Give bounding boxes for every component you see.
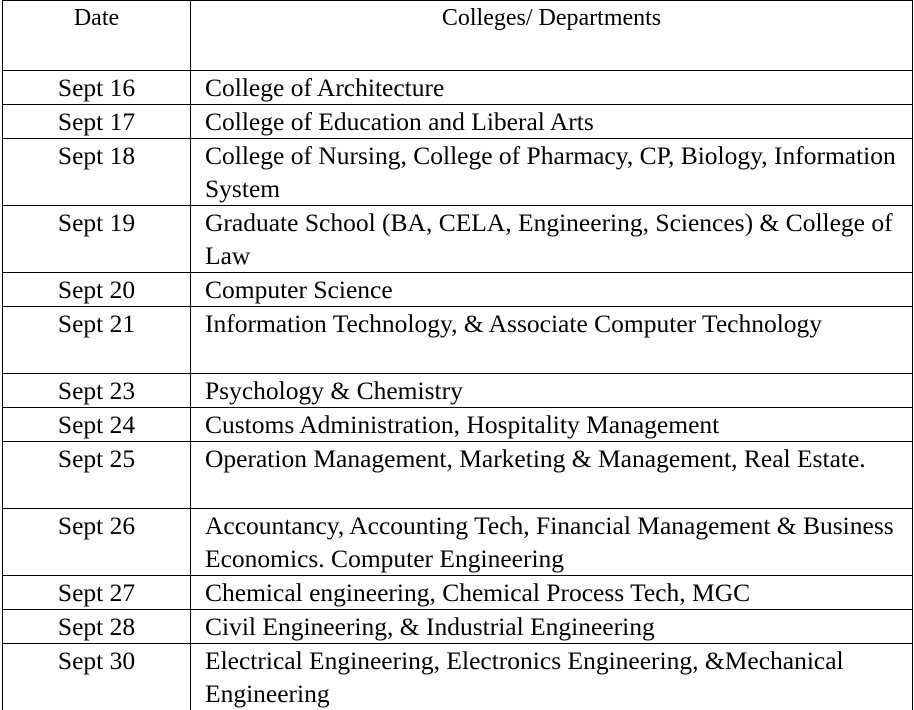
department-cell: Psychology & Chemistry [191, 374, 913, 408]
department-cell: Customs Administration, Hospitality Management [191, 408, 913, 442]
date-cell: Sept 25 [3, 442, 191, 509]
department-cell: Accountancy, Accounting Tech, Financial Management & Business Economics. Computer Engineering [191, 509, 913, 576]
header-row [3, 1, 913, 71]
table-row [3, 71, 913, 105]
department-cell: College of Nursing, College of Pharmacy, CP, Biology, Information System [191, 139, 913, 206]
date-cell: Sept 21 [3, 307, 191, 374]
date-cell: Sept 16 [3, 71, 191, 105]
department-cell: Chemical engineering, Chemical Process Tech, MGC [191, 576, 913, 610]
date-cell: Sept 20 [3, 273, 191, 307]
table-row [3, 509, 913, 576]
department-cell: Electrical Engineering, Electronics Engineering, &Mechanical Engineering [191, 644, 913, 710]
department-cell: College of Education and Liberal Arts [191, 105, 913, 139]
date-cell: Sept 24 [3, 408, 191, 442]
date-cell: Sept 18 [3, 139, 191, 206]
department-cell: Graduate School (BA, CELA, Engineering, Sciences) & College of Law [191, 206, 913, 273]
table-header [3, 1, 913, 71]
department-cell: Computer Science [191, 273, 913, 307]
table-body [3, 71, 913, 710]
table-row [3, 105, 913, 139]
table-row [3, 576, 913, 610]
date-cell: Sept 28 [3, 610, 191, 644]
table-row [3, 206, 913, 273]
table-row [3, 374, 913, 408]
table-row [3, 408, 913, 442]
department-cell: Information Technology, & Associate Computer Technology [191, 307, 913, 374]
date-cell: Sept 27 [3, 576, 191, 610]
date-column-header: Date [3, 1, 191, 71]
date-cell: Sept 30 [3, 644, 191, 710]
schedule-table [2, 0, 913, 710]
department-cell: Civil Engineering, & Industrial Engineering [191, 610, 913, 644]
table-row [3, 307, 913, 374]
department-cell: College of Architecture [191, 71, 913, 105]
date-cell: Sept 23 [3, 374, 191, 408]
date-cell: Sept 17 [3, 105, 191, 139]
departments-column-header: Colleges/ Departments [191, 1, 913, 71]
table-row [3, 442, 913, 509]
date-cell: Sept 26 [3, 509, 191, 576]
table-row [3, 610, 913, 644]
table-row [3, 644, 913, 710]
date-cell: Sept 19 [3, 206, 191, 273]
table-row [3, 139, 913, 206]
department-cell: Operation Management, Marketing & Management, Real Estate. [191, 442, 913, 509]
table-row [3, 273, 913, 307]
